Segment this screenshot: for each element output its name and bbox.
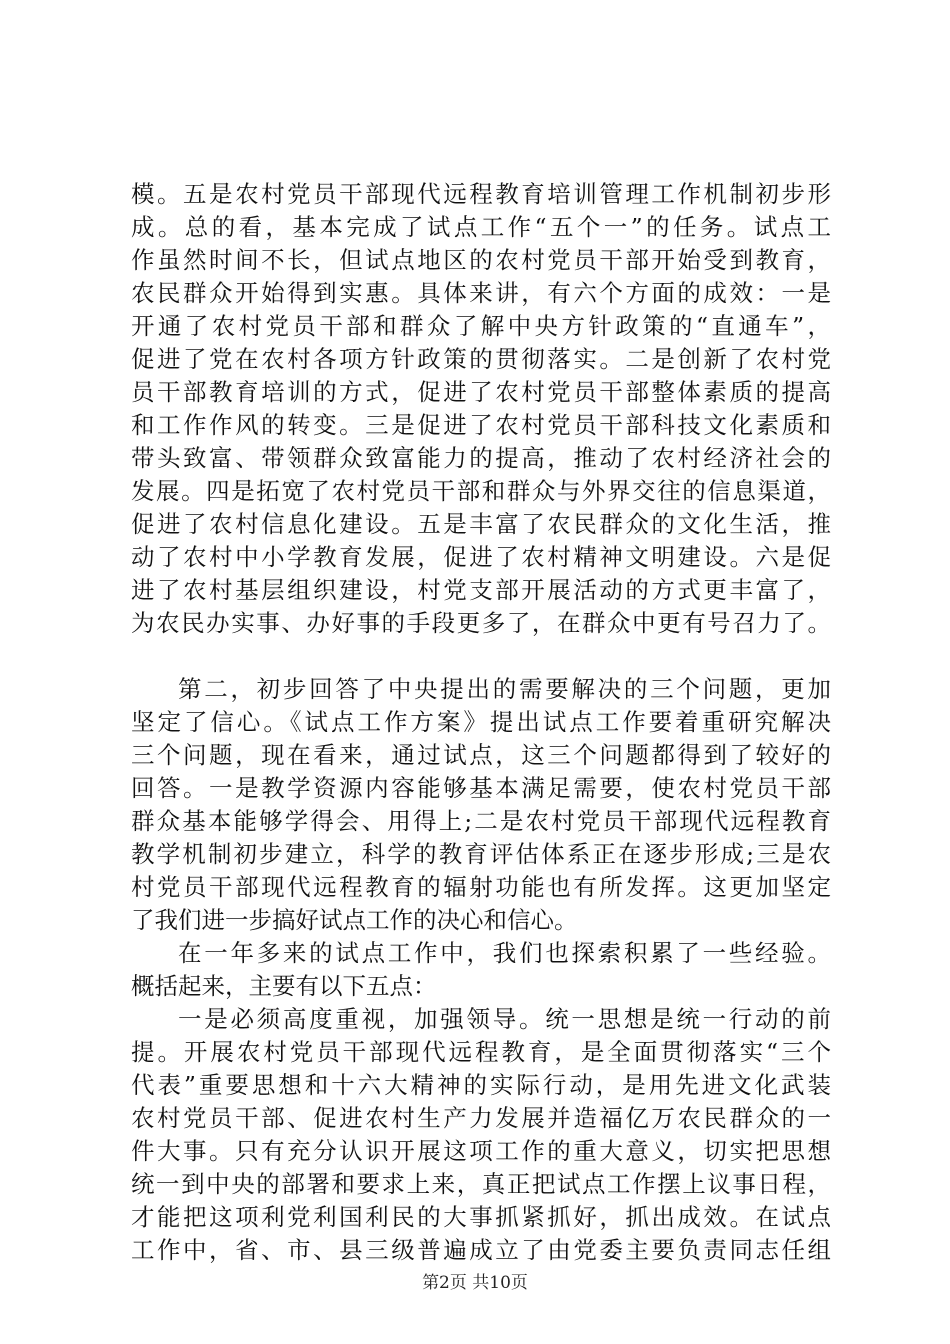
text-line: 件大事。只有充分认识开展这项工作的重大意义，切实把思想	[131, 1137, 831, 1165]
text-line: 促进了党在农村各项方针政策的贯彻落实。二是创新了农村党	[131, 345, 831, 373]
text-line: 了我们进一步搞好试点工作的决心和信心。	[131, 906, 578, 934]
text-line: 一是必须高度重视，加强领导。统一思想是统一行动的前	[178, 1005, 831, 1033]
text-line: 员干部教育培训的方式，促进了农村党员干部整体素质的提高	[131, 378, 831, 406]
text-line: 教学机制初步建立，科学的教育评估体系正在逐步形成;三是农	[131, 840, 831, 868]
text-line: 群众基本能够学得会、用得上;二是农村党员干部现代远程教育	[131, 807, 831, 835]
text-line: 工作中，省、市、县三级普遍成立了由党委主要负责同志任组	[131, 1236, 831, 1264]
text-line: 开通了农村党员干部和群众了解中央方针政策的“直通车”，	[131, 312, 831, 340]
text-line: 三个问题，现在看来，通过试点，这三个问题都得到了较好的	[131, 741, 831, 769]
text-line: 代表”重要思想和十六大精神的实际行动，是用先进文化武装	[131, 1071, 831, 1099]
text-line: 概括起来，主要有以下五点：	[131, 972, 437, 1000]
text-line: 在一年多来的试点工作中，我们也探索积累了一些经验。	[178, 939, 831, 967]
text-line: 为农民办实事、办好事的手段更多了，在群众中更有号召力了。	[131, 609, 831, 637]
text-line: 回答。一是教学资源内容能够基本满足需要，使农村党员干部	[131, 774, 831, 802]
text-line: 和工作作风的转变。三是促进了农村党员干部科技文化素质和	[131, 411, 831, 439]
text-line: 动了农村中小学教育发展，促进了农村精神文明建设。六是促	[131, 543, 831, 571]
text-line: 坚定了信心。《试点工作方案》提出试点工作要着重研究解决	[131, 708, 831, 736]
text-line: 提。开展农村党员干部现代远程教育，是全面贯彻落实“三个	[131, 1038, 831, 1066]
text-line: 成。总的看，基本完成了试点工作“五个一”的任务。试点工	[131, 213, 831, 241]
text-line: 第二，初步回答了中央提出的需要解决的三个问题，更加	[178, 675, 831, 703]
text-line: 促进了农村信息化建设。五是丰富了农民群众的文化生活，推	[131, 510, 831, 538]
text-line: 发展。四是拓宽了农村党员干部和群众与外界交往的信息渠道，	[131, 477, 831, 505]
page-number-footer: 第2页 共10页	[422, 1273, 528, 1293]
text-line: 作虽然时间不长，但试点地区的农村党员干部开始受到教育，	[131, 246, 831, 274]
text-line: 才能把这项利党利国利民的大事抓紧抓好，抓出成效。在试点	[131, 1203, 831, 1231]
text-line: 统一到中央的部署和要求上来，真正把试点工作摆上议事日程，	[131, 1170, 831, 1198]
text-line: 模。五是农村党员干部现代远程教育培训管理工作机制初步形	[131, 180, 831, 208]
text-line: 带头致富、带领群众致富能力的提高，推动了农村经济社会的	[131, 444, 831, 472]
text-line: 农民群众开始得到实惠。具体来讲，有六个方面的成效：一是	[131, 279, 831, 307]
text-line: 农村党员干部、促进农村生产力发展并造福亿万农民群众的一	[131, 1104, 831, 1132]
text-line: 进了农村基层组织建设，村党支部开展活动的方式更丰富了，	[131, 576, 831, 604]
text-line: 村党员干部现代远程教育的辐射功能也有所发挥。这更加坚定	[131, 873, 831, 901]
